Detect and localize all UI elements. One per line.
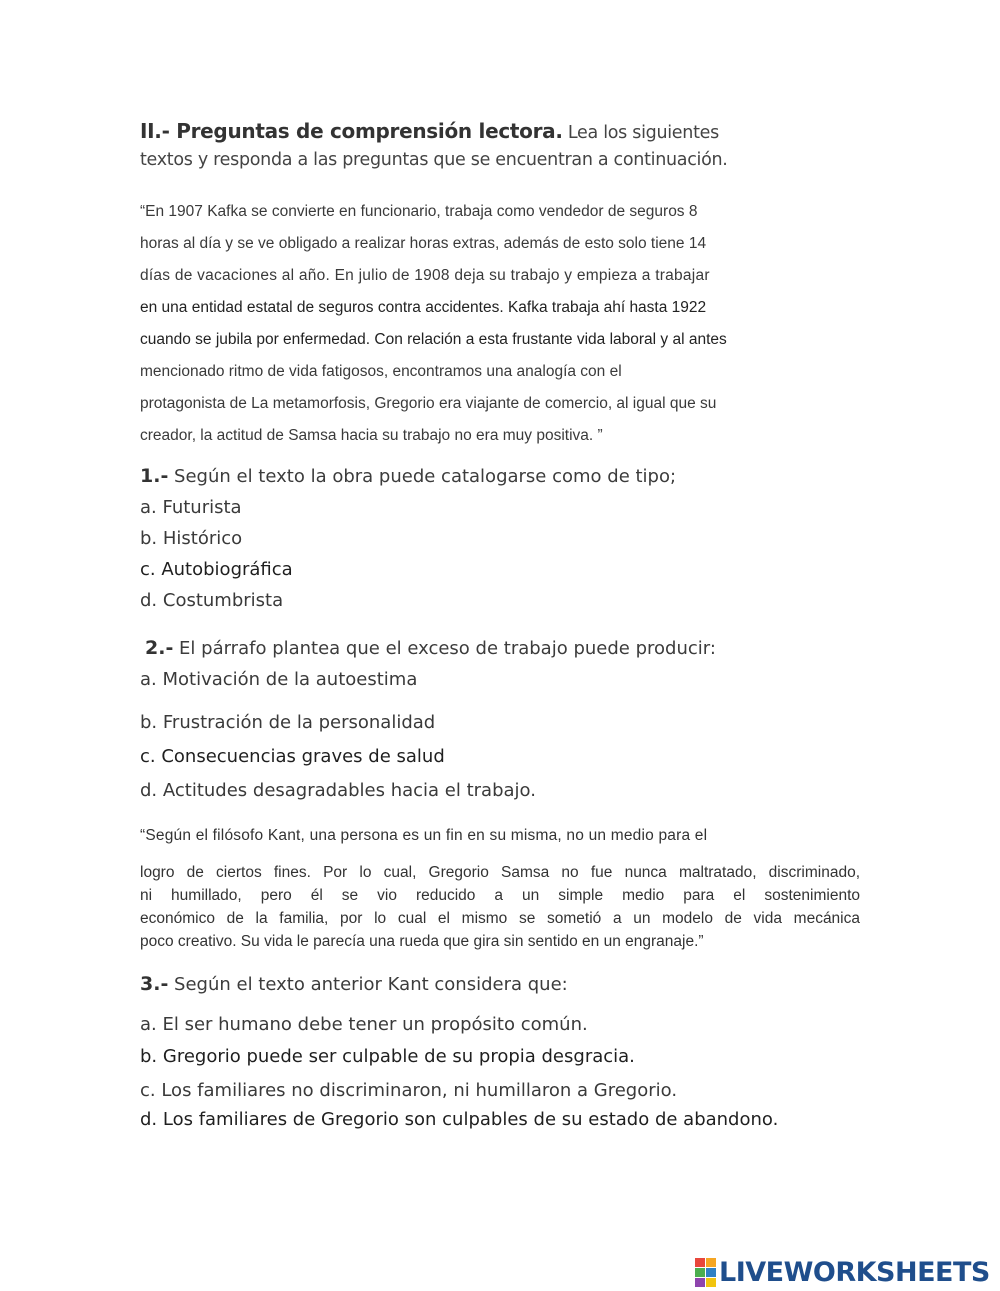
- logo-block: [695, 1268, 705, 1277]
- question-number: 1.-: [140, 465, 169, 487]
- liveworksheets-logo[interactable]: [695, 1258, 990, 1286]
- logo-block: [706, 1278, 716, 1287]
- answer-option[interactable]: a. Futurista: [140, 497, 242, 518]
- logo-block: [695, 1278, 705, 1287]
- answer-option[interactable]: d. Costumbrista: [140, 590, 284, 611]
- passage-line: protagonista de La metamorfosis, Gregorio era viajante de comercio, al igual que su: [140, 395, 717, 412]
- passage-line: mencionado ritmo de vida fatigosos, encontramos una analogía con el: [140, 363, 622, 380]
- question-title: [145, 637, 716, 659]
- section-instructions: textos y responda a las preguntas que se encuentran a continuación.: [140, 150, 728, 170]
- logo-block: [695, 1258, 705, 1267]
- answer-option[interactable]: b. Frustración de la personalidad: [140, 712, 436, 733]
- answer-option[interactable]: b. Histórico: [140, 528, 243, 549]
- section-title-rest: Lea los siguientes: [562, 123, 719, 143]
- passage-line: días de vacaciones al año. En julio de 1908 deja su trabajo y empieza a trabajar: [140, 267, 710, 284]
- passage-line: poco creativo. Su vida le parecía una rueda que gira sin sentido en un engranaje.”: [140, 933, 704, 950]
- question-title: [140, 973, 568, 995]
- passage-line: cuando se jubila por enfermedad. Con relación a esta frustante vida laboral y al antes: [140, 331, 727, 348]
- logo-block: [706, 1268, 716, 1277]
- answer-option[interactable]: d. Actitudes desagradables hacia el trabajo.: [140, 780, 536, 801]
- passage-line: en una entidad estatal de seguros contra accidentes. Kafka trabaja ahí hasta 1922: [140, 299, 707, 316]
- section-title: [140, 116, 719, 148]
- answer-option[interactable]: b. Gregorio puede ser culpable de su propia desgracia.: [140, 1046, 635, 1067]
- section-title-bold: II.- Preguntas de comprensión lectora.: [140, 119, 563, 143]
- passage-line: económico de la familia, por lo cual el mismo se sometió a un modelo de vida mecánica: [140, 910, 860, 927]
- passage-line: horas al día y se ve obligado a realizar horas extras, además de esto solo tiene 14: [140, 235, 707, 252]
- question-number: 3.-: [140, 973, 169, 995]
- passage-line: “En 1907 Kafka se convierte en funcionario, trabaja como vendedor de seguros 8: [140, 203, 698, 220]
- question-text: Según el texto anterior Kant considera que:: [168, 974, 568, 995]
- answer-option[interactable]: a. El ser humano debe tener un propósito común.: [140, 1014, 588, 1035]
- logo-blocks-icon: [695, 1258, 716, 1287]
- passage-line: ni humillado, pero él se vio reducido a un simple medio para el sostenimiento: [140, 887, 860, 904]
- question-text: Según el texto la obra puede catalogarse como de tipo;: [168, 466, 677, 487]
- answer-option[interactable]: d. Los familiares de Gregorio son culpables de su estado de abandono.: [140, 1109, 779, 1130]
- answer-option[interactable]: a. Motivación de la autoestima: [140, 669, 418, 690]
- passage-line: logro de ciertos fines. Por lo cual, Gregorio Samsa no fue nunca maltratado, discriminado,: [140, 864, 860, 881]
- question-text: El párrafo plantea que el exceso de trabajo puede producir:: [173, 638, 716, 659]
- answer-option[interactable]: c. Consecuencias graves de salud: [140, 746, 445, 767]
- passage-line: “Según el filósofo Kant, una persona es un fin en su misma, no un medio para el: [140, 827, 708, 844]
- passage-line: creador, la actitud de Samsa hacia su trabajo no era muy positiva. ”: [140, 427, 603, 444]
- question-number: 2.-: [145, 637, 174, 659]
- logo-block: [706, 1258, 716, 1267]
- answer-option[interactable]: c. Autobiográfica: [140, 559, 293, 580]
- logo-text: LIVEWORKSHEETS: [719, 1256, 990, 1288]
- question-title: [140, 465, 676, 487]
- answer-option[interactable]: c. Los familiares no discriminaron, ni humillaron a Gregorio.: [140, 1080, 678, 1101]
